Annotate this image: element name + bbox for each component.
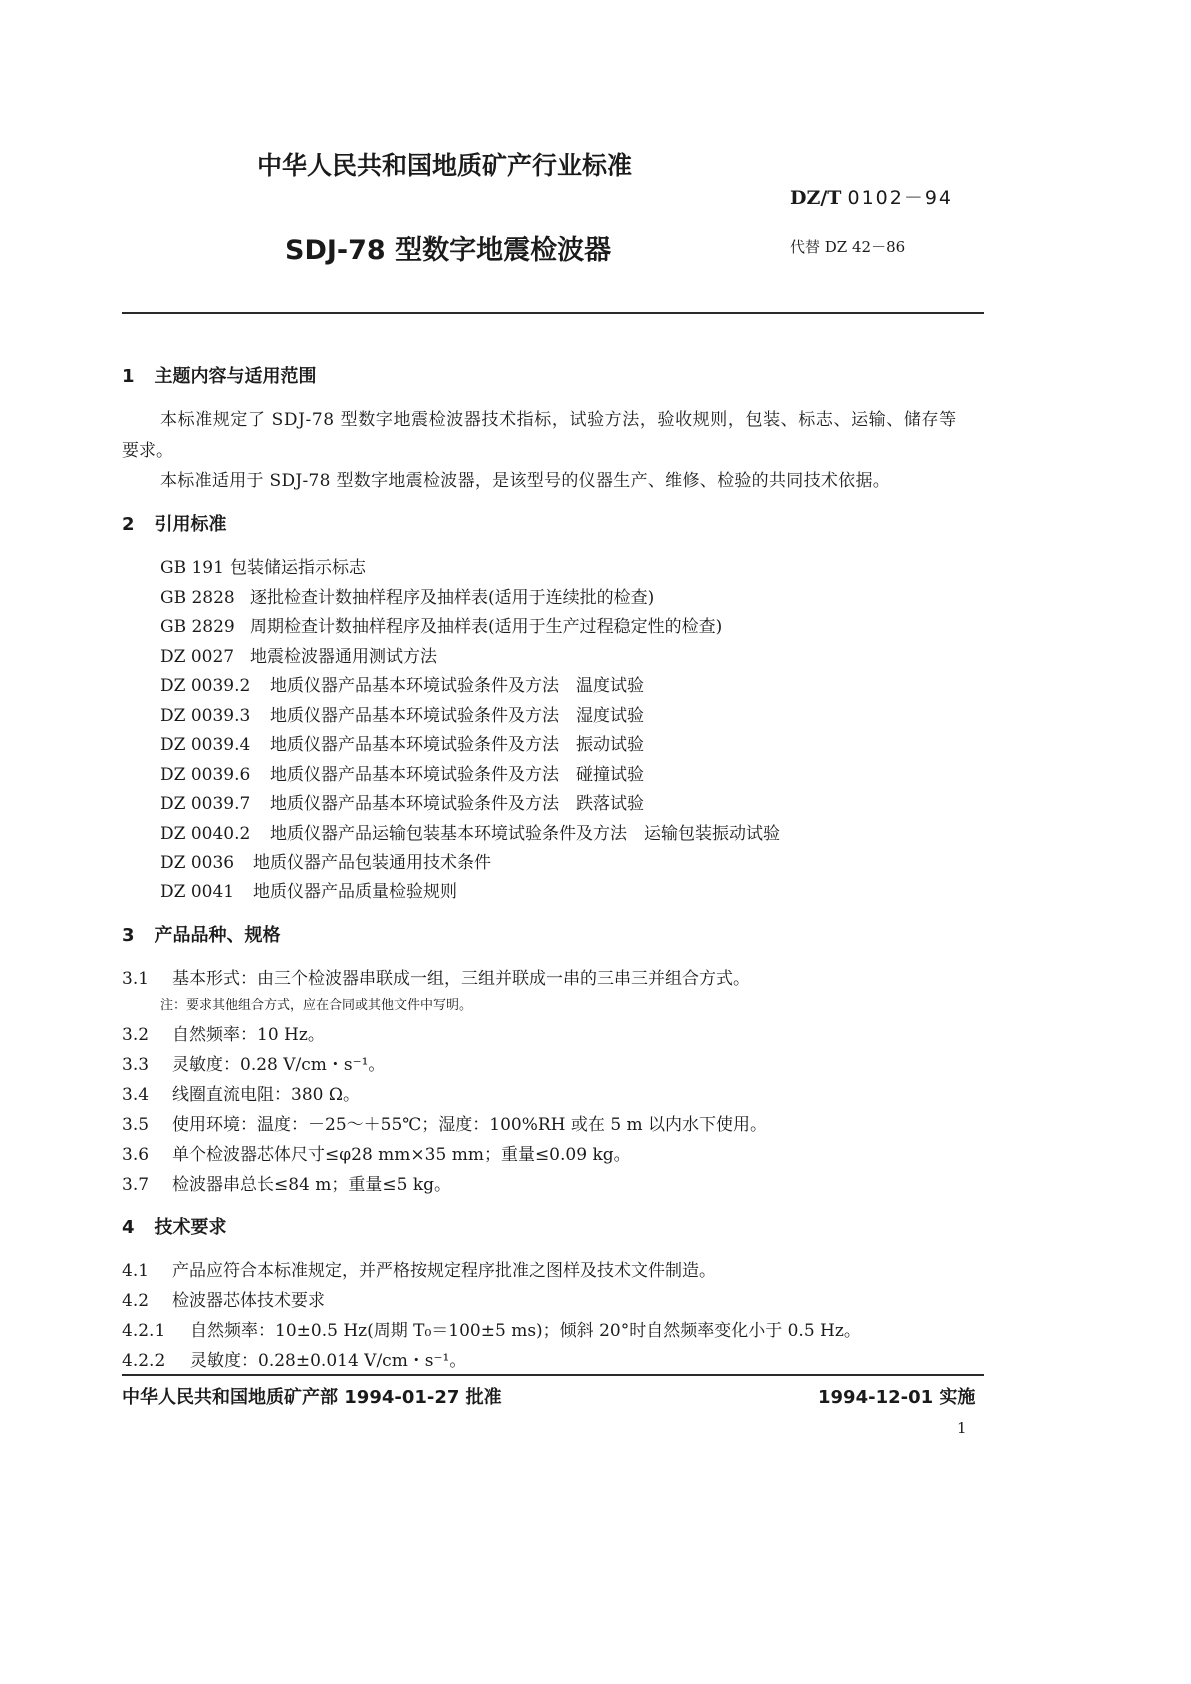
reference-item: DZ 0027 地震检波器通用测试方法 bbox=[160, 647, 437, 667]
approval-line: 中华人民共和国地质矿产部 1994-01-27 批准 bbox=[122, 1387, 502, 1408]
org-title: 中华人民共和国地质矿产行业标准 bbox=[257, 151, 633, 180]
section-2-title: 引用标准 bbox=[154, 514, 227, 535]
clause-3-1: 3.1 基本形式：由三个检波器串联成一组，三组并联成一串的三串三并组合方式。 bbox=[122, 969, 750, 989]
header-divider bbox=[122, 312, 984, 314]
replaces-note: 代替 DZ 42－86 bbox=[790, 238, 906, 256]
standard-code bbox=[790, 183, 953, 210]
clause-3-3: 3.3 灵敏度：0.28 V/cm・s⁻¹。 bbox=[122, 1055, 386, 1075]
clause-3-5: 3.5 使用环境：温度：－25～＋55℃；湿度：100%RH 或在 5 m 以内水下使用。 bbox=[122, 1115, 768, 1135]
clause-4-2: 4.2 检波器芯体技术要求 bbox=[122, 1291, 325, 1311]
section-1-paragraph-1-line-1: 本标准规定了 SDJ-78 型数字地震检波器技术指标，试验方法，验收规则，包装、标志、运输、储存等 bbox=[160, 410, 957, 430]
effective-date: 1994-12-01 实施 bbox=[818, 1387, 976, 1408]
section-4-number: 4 bbox=[122, 1217, 135, 1238]
section-4-title: 技术要求 bbox=[154, 1217, 227, 1238]
reference-item: GB 2829 周期检查计数抽样程序及抽样表(适用于生产过程稳定性的检查) bbox=[160, 617, 723, 637]
reference-item: DZ 0039.3 地质仪器产品基本环境试验条件及方法 湿度试验 bbox=[160, 706, 644, 726]
section-1-title: 主题内容与适用范围 bbox=[154, 366, 317, 387]
clause-3-2: 3.2 自然频率：10 Hz。 bbox=[122, 1025, 325, 1045]
reference-item: DZ 0039.4 地质仪器产品基本环境试验条件及方法 振动试验 bbox=[160, 735, 644, 755]
section-3-number: 3 bbox=[122, 925, 135, 946]
reference-item: DZ 0036 地质仪器产品包装通用技术条件 bbox=[160, 853, 491, 873]
section-1-paragraph-2: 本标准适用于 SDJ-78 型数字地震检波器，是该型号的仪器生产、维修、检验的共同技术依据。 bbox=[160, 471, 891, 491]
standard-code-prefix: DZ/T bbox=[790, 187, 842, 209]
section-3-title: 产品品种、规格 bbox=[154, 925, 281, 946]
section-4-heading bbox=[122, 1213, 227, 1239]
section-2-number: 2 bbox=[122, 514, 135, 535]
clause-4-2-1: 4.2.1 自然频率：10±0.5 Hz(周期 T₀＝100±5 ms)；倾斜 20°时自然频率变化小于 0.5 Hz。 bbox=[122, 1321, 861, 1341]
reference-item: GB 2828 逐批检查计数抽样程序及抽样表(适用于连续批的检查) bbox=[160, 588, 655, 608]
footer-divider bbox=[122, 1374, 984, 1376]
section-3-heading bbox=[122, 921, 281, 947]
clause-4-1: 4.1 产品应符合本标准规定，并严格按规定程序批准之图样及技术文件制造。 bbox=[122, 1261, 716, 1281]
reference-item: GB 191 包装储运指示标志 bbox=[160, 558, 366, 578]
reference-item: DZ 0041 地质仪器产品质量检验规则 bbox=[160, 882, 457, 902]
clause-3-1-note: 注：要求其他组合方式，应在合同或其他文件中写明。 bbox=[160, 998, 473, 1013]
reference-item: DZ 0039.2 地质仪器产品基本环境试验条件及方法 温度试验 bbox=[160, 676, 644, 696]
clause-4-2-2: 4.2.2 灵敏度：0.28±0.014 V/cm・s⁻¹。 bbox=[122, 1351, 467, 1371]
reference-item: DZ 0039.7 地质仪器产品基本环境试验条件及方法 跌落试验 bbox=[160, 794, 644, 814]
section-1-paragraph-1-line-2: 要求。 bbox=[122, 441, 173, 461]
standard-code-number: 0102－94 bbox=[847, 187, 954, 209]
reference-item: DZ 0040.2 地质仪器产品运输包装基本环境试验条件及方法 运输包装振动试验 bbox=[160, 824, 780, 844]
reference-item: DZ 0039.6 地质仪器产品基本环境试验条件及方法 碰撞试验 bbox=[160, 765, 644, 785]
clause-3-4: 3.4 线圈直流电阻：380 Ω。 bbox=[122, 1085, 360, 1105]
clause-3-6: 3.6 单个检波器芯体尺寸≤φ28 mm×35 mm；重量≤0.09 kg。 bbox=[122, 1145, 631, 1165]
section-1-number: 1 bbox=[122, 366, 135, 387]
section-1-heading bbox=[122, 362, 317, 388]
clause-3-7: 3.7 检波器串总长≤84 m；重量≤5 kg。 bbox=[122, 1175, 452, 1195]
document-title: SDJ-78 型数字地震检波器 bbox=[285, 235, 612, 266]
page-number: 1 bbox=[957, 1419, 967, 1437]
section-2-heading bbox=[122, 510, 227, 536]
